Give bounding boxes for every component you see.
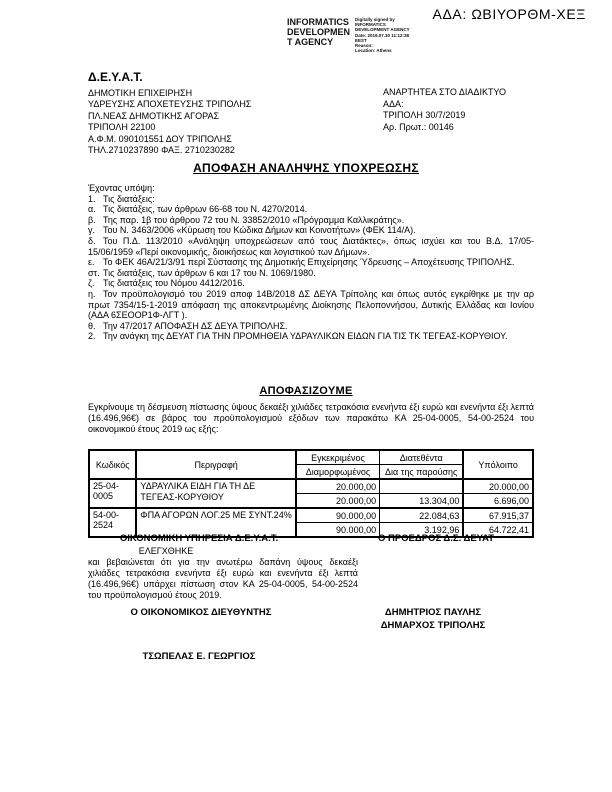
document-title: ΑΠΟΦΑΣΗ ΑΝΑΛΗΨΗΣ ΥΠΟΧΡΕΩΣΗΣ: [193, 161, 419, 175]
item-label: δ.: [88, 235, 96, 246]
organization-line: ΤΡΙΠΟΛΗ 22100: [88, 122, 156, 132]
item-text: Το ΦΕΚ 46Α/21/3/91 περί Σύστασης της Δημοτικής Επιχείρησης Ύδρευσης – Αποχέτευσης ΤΡΙΠΟΛΗΣ.: [103, 257, 515, 268]
item-label: β.: [88, 214, 96, 225]
item-text: Τις διατάξεις:: [103, 193, 155, 204]
item-text: Της παρ. 1β του άρθρου 72 του Ν. 33852/2010 «Πρόγραμμα Καλλικράτης».: [103, 214, 405, 225]
row-balance: 20.000,00: [463, 479, 533, 494]
item-label: η.: [88, 288, 96, 299]
budget-table: [88, 449, 534, 538]
table-row: [89, 479, 533, 494]
row-description: ΥΔΡΑΥΛΙΚΑ ΕΙΔΗ ΓΙΑ ΤΗ ΔΕ ΤΕΓΕΑΣ-ΚΟΡΥΘΙΟΥ: [136, 479, 295, 508]
row-approved: 20.000,00: [296, 494, 380, 509]
subheader-allocated: Δια της παρούσης: [380, 465, 464, 480]
item-label: στ.: [88, 267, 100, 278]
item-text: Τις διατάξεις, των άρθρων 6 και 17 του Ν. 1069/1980.: [103, 267, 316, 278]
item-label: 2.: [88, 331, 96, 342]
preamble-item: [88, 215, 534, 226]
table-row: [89, 508, 533, 523]
row-code: 54-00-2524: [89, 508, 136, 537]
stamp-detail-line: Date: 2019.07.30 11:12:38: [355, 32, 410, 38]
item-text: Την 47/2017 ΑΠΟΦΑΣΗ ΔΣ ΔΕΥΑ ΤΡΙΠΟΛΗΣ.: [103, 320, 288, 331]
mayor-signature-block: [352, 607, 514, 632]
checked-label: ΕΛΕΓΧΘΗΚΕ: [138, 546, 194, 556]
stamp-detail-line: Reason:: [355, 43, 373, 49]
row-balance: 6.696,00: [463, 494, 533, 509]
header-allocated: Διατεθέντα: [380, 450, 464, 465]
item-text: Τις διατάξεις, των άρθρων 66-68 του Ν. 4270/2014.: [103, 204, 308, 215]
organization-block: [88, 72, 251, 157]
row-approved: 20.000,00: [296, 479, 380, 494]
preamble-item: [88, 268, 534, 279]
item-label: ζ.: [88, 278, 95, 289]
preamble-section: [88, 183, 534, 342]
preamble-item: [88, 257, 534, 268]
preamble-item: [88, 194, 534, 205]
stamp-detail-line: INFORMATICS: [355, 22, 386, 28]
financial-director-name: ΤΣΩΠΕΛΑΣ Ε. ΓΕΩΡΓΙΟΣ: [142, 651, 256, 662]
stamp-line: T AGENCY: [287, 37, 334, 47]
item-text: Του Ν. 3463/2006 «Κύρωση του Κώδικα Δήμων και Κοινοτήτων» (ΦΕΚ 114/Α).: [103, 225, 416, 236]
row-allocated: 22.084,63: [380, 508, 464, 523]
preamble-item: [88, 321, 534, 332]
certification-text: και βεβαιώνεται ότι για την ανωτέρω δαπάνη ύψους δεκαέξι χιλιάδες τετρακόσια ενενήντα έξι ευρώ και ενενήντα έξι λεπτά (16.496,96€) υπάρχει πίστωση στον ΚΑ 25-04-0005, 54-00-2524 του προϋπολογισμού έτους 2019.: [88, 557, 358, 600]
row-approved: 90.000,00: [296, 523, 380, 538]
organization-line: ΠΛ.ΝΕΑΣ ΔΗΜΟΤΙΚΗΣ ΑΓΟΡΑΣ: [88, 110, 220, 121]
signature-agency-name: [287, 17, 351, 53]
row-allocated: [380, 479, 464, 494]
ada-label: ΑΔΑ:: [383, 98, 404, 109]
protocol-block: [383, 87, 506, 133]
preamble-item: [88, 278, 534, 289]
president-title: Ο ΠΡΟΕΔΡΟΣ Δ.Σ. ΔΕΥΑΤ: [377, 533, 495, 544]
row-description: ΦΠΑ ΑΓΟΡΩΝ ΛΟΓ.25 ΜΕ ΣΥΝΤ.24%: [136, 508, 295, 537]
organization-line: Α.Φ.Μ. 090101551 ΔΟΥ ΤΡΙΠΟΛΗΣ: [88, 133, 232, 144]
ada-code-header: ΑΔΑ: ΩΒΙΥΟΡΘΜ-ΧΕΞ: [432, 6, 586, 22]
organization-line: ΤΗΛ.2710237890 ΦΑΞ. 2710230282: [88, 145, 235, 155]
organization-name: Δ.Ε.Υ.Α.Τ.: [88, 70, 143, 84]
preamble-item: [88, 289, 534, 321]
organization-line: ΔΗΜΟΤΙΚΗ ΕΠΙΧΕΙΡΗΣΗ: [88, 87, 193, 98]
item-label: α.: [88, 204, 96, 215]
posting-notice: ΑΝΑΡΤΗΤΕΑ ΣΤΟ ΔΙΑΔΙΚΤΥΟ: [383, 87, 506, 97]
item-label: 1.: [88, 193, 96, 204]
stamp-detail-line: EEST: [355, 37, 367, 43]
preamble-item: [88, 225, 534, 236]
stamp-detail-line: DEVELOPMENT AGENCY: [355, 27, 410, 33]
header-description: Περιγραφή: [136, 450, 295, 479]
row-code: 25-04-0005: [89, 479, 136, 508]
digital-signature-stamp: [287, 17, 429, 53]
finance-service-title: ΟΙΚΟΝΟΜΙΚΗ ΥΠΗΡΕΣΙΑ Δ.Ε.Υ.Α.Τ.: [119, 533, 279, 544]
header-balance: Υπόλοιπο: [463, 450, 533, 479]
preamble-item: [88, 236, 534, 257]
financial-director-title: Ο ΟΙΚΟΝΟΜΙΚΟΣ ΔΙΕΥΘΥΝΤΗΣ: [130, 607, 272, 618]
item-label: θ.: [88, 320, 96, 331]
row-approved: 90.000,00: [296, 508, 380, 523]
item-text: Του Π.Δ. 113/2010 «Ανάληψη υποχρεώσεων από τους Διατάκτες», όπως ισχύει και του Β.Δ. 17/05-15/06/1959 «Περί οικονομικής, διοικήσεως και λογιστικού των Δήμων».: [88, 235, 534, 257]
mayor-name: ΔΗΜΗΤΡΙΟΣ ΠΑΥΛΗΣ: [384, 607, 482, 618]
stamp-detail-line: Digitally signed by: [355, 17, 395, 22]
stamp-line: DEVELOPMEN: [287, 27, 351, 37]
stamp-detail-line: Location: Athens: [355, 48, 392, 54]
preamble-item: [88, 331, 534, 342]
item-text: Την ανάγκη της ΔΕΥΑΤ ΓΙΑ ΤΗΝ ΠΡΟΜΗΘΕΙΑ ΥΔΡΑΥΛΙΚΩΝ ΕΙΔΩΝ ΓΙΑ ΤΙΣ ΤΚ ΤΕΓΕΑΣ-ΚΟΡΥΘΙΟΥ.: [103, 331, 508, 342]
subheader-approved: Διαμορφωμένος: [296, 465, 380, 480]
item-label: ε.: [88, 257, 95, 268]
table-header-row: [89, 450, 533, 465]
item-label: γ.: [88, 225, 96, 236]
decision-paragraph: Εγκρίνουμε τη δέσμευση πίστωσης ύψους δεκαέξι χιλιάδες τετρακόσια ενενήντα έξι ευρώ και ενενήντα έξι λεπτά (16.496,96€) σε βάρος του προϋπολογισμού εξόδων των παρακάτω ΚΑ 25-04-0005, 54-00-2524 του οικονομικού έτους 2019 ως εξής:: [88, 402, 534, 434]
organization-line: ΥΔΡΕΥΣΗΣ ΑΠΟΧΕΤΕΥΣΗΣ ΤΡΙΠΟΛΗΣ: [88, 99, 252, 109]
row-balance: 67.915,37: [463, 508, 533, 523]
row-allocated: 3.192,96: [380, 523, 464, 538]
row-balance: 64.722,41: [463, 523, 533, 538]
place-date: ΤΡΙΠΟΛΗ 30/7/2019: [383, 110, 466, 120]
decision-heading: ΑΠΟΦΑΣΙΖΟΥΜΕ: [259, 385, 353, 397]
header-approved: Εγκεκριμένος: [296, 450, 380, 465]
mayor-role: ΔΗΜΑΡΧΟΣ ΤΡΙΠΟΛΗΣ: [380, 619, 486, 631]
item-text: Τις διατάξεις του Νόμου 4412/2016.: [103, 278, 245, 289]
protocol-number: Αρ. Πρωτ.: 00146: [383, 121, 454, 132]
item-text: Τον προϋπολογισμό του 2019 αποφ 14Β/2018 ΔΣ ΔΕΥΑ Τρίπολης και όπως αυτός εγκρίθηκε με την αρ πρωτ 7354/15-1-2019 απόφαση της αποκεντρωμένης Διοίκησης Πελοποννήσου, Δυτικής Ελλάδας και Ιονίου (ΑΔΑ 6ΣΕΟΟΡ1Φ-ΛΓΤ ).: [88, 288, 534, 321]
signature-details: [355, 17, 429, 53]
row-allocated: 13.304,00: [380, 494, 464, 509]
preamble-item: [88, 204, 534, 215]
header-code: Κωδικός: [89, 450, 136, 479]
stamp-line: INFORMATICS: [287, 17, 349, 27]
preamble-intro: Έχοντας υπόψη:: [88, 183, 155, 193]
